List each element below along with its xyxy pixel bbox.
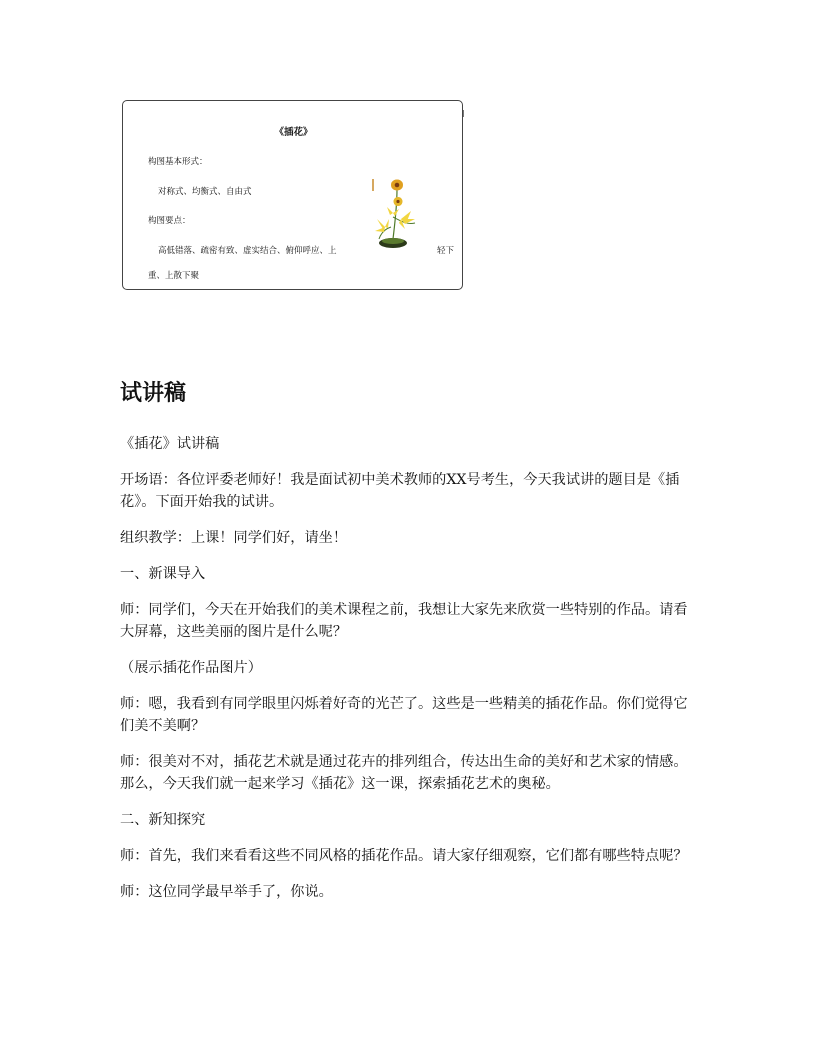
slide-section-heading-form: 构图基本形式：: [148, 157, 208, 167]
lesson-slide: [122, 100, 463, 290]
paragraph-opening: 开场语：各位评委老师好！我是面试初中美术教师的XX号考生，今天我试讲的题目是《插花》。下面开始我的试讲。: [120, 472, 680, 510]
slide-section-text-points-b: 轻下: [437, 246, 455, 256]
paragraph-teacher-5: 师：这位同学最早举手了，你说。: [120, 884, 333, 900]
slide-title: 《插花》: [274, 127, 313, 138]
paragraph-teacher-3: 师：很美对不对，插花艺术就是通过花卉的排列组合，传达出生命的美好和艺术家的情感。那么，今天我们就一起来学习《插花》这一课，探索插花艺术的奥秘。: [120, 754, 688, 792]
section-heading-introduction: 一、新课导入: [120, 566, 206, 582]
section-heading-exploration: 二、新知探究: [120, 812, 206, 828]
paragraph-teacher-1: 师：同学们，今天在开始我们的美术课程之前，我想让大家先来欣赏一些特别的作品。请看大屏幕，这些美丽的图片是什么呢？: [120, 602, 688, 640]
paragraph-teacher-2: 师：嗯，我看到有同学眼里闪烁着好奇的光芒了。这些是一些精美的插花作品。你们觉得它们美不美啊？: [120, 696, 688, 734]
document-title: 试讲稿: [120, 381, 187, 406]
flower-arrangement-icon: [371, 177, 423, 251]
paragraph-intro-title: 《插花》试讲稿: [120, 436, 220, 452]
paragraph-organize: 组织教学：上课！同学们好，请坐！: [120, 530, 348, 546]
slide-section-text-points-a: 高低错落、疏密有致、虚实结合、俯仰呼应、上: [158, 246, 337, 256]
slide-section-heading-points: 构图要点：: [148, 216, 191, 226]
slide-edge-mark: [463, 110, 464, 117]
slide-section-text-points-c: 重、上散下聚: [148, 271, 200, 281]
document-body: [120, 433, 700, 917]
paragraph-show-images: （展示插花作品图片）: [120, 660, 262, 676]
slide-section-text-form: 对称式、均衡式、自由式: [158, 187, 252, 197]
paragraph-teacher-4: 师：首先，我们来看看这些不同风格的插花作品。请大家仔细观察，它们都有哪些特点呢？: [120, 848, 688, 864]
